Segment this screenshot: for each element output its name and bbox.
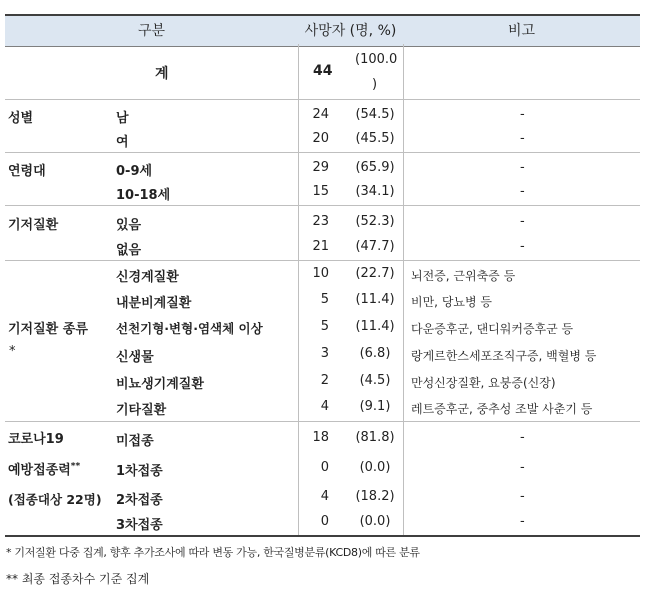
row-remark: - (520, 107, 525, 122)
row-count: 18 (312, 430, 329, 445)
row-label: 남 (116, 111, 129, 126)
table-bottom-border (5, 535, 640, 537)
row-pct: (34.1) (355, 184, 395, 199)
row-count: 2 (320, 373, 329, 388)
row-pct: (65.9) (355, 160, 395, 175)
row-label: 2차접종 (116, 493, 163, 508)
row-pct: (0.0) (359, 460, 391, 475)
table-header (5, 14, 640, 47)
row-divider (5, 421, 640, 422)
total-pct-close: ) (372, 77, 378, 92)
row-count: 5 (320, 319, 329, 334)
row-pct: (18.2) (355, 489, 395, 504)
footnote-2: ** 최종 접종차수 기준 집계 (6, 572, 150, 586)
group-label-age: 연령대 (8, 164, 46, 179)
header-category: 구분 (137, 23, 166, 39)
row-pct: (54.5) (355, 107, 395, 122)
row-remark: - (520, 460, 525, 475)
row-remark: - (520, 430, 525, 445)
row-pct: (22.7) (355, 266, 395, 281)
row-remark: 만성신장질환, 요붕증(신장) (411, 376, 556, 390)
row-remark: 뇌전증, 근위축증 등 (411, 269, 516, 283)
row-count: 23 (312, 214, 329, 229)
group-label-vaccination-1: 코로나19 (8, 432, 64, 447)
row-pct: (47.7) (355, 239, 395, 254)
row-label: 비뇨생기계질환 (116, 377, 204, 392)
row-count: 0 (320, 460, 329, 475)
group-label-comorbidity-type: 기저질환 종류 (8, 322, 88, 337)
row-divider (5, 205, 640, 206)
group-label-sex: 성별 (8, 111, 34, 126)
row-count: 5 (320, 292, 329, 307)
row-label: 0-9세 (116, 164, 153, 179)
row-label: 1차접종 (116, 464, 163, 479)
row-label: 여 (116, 135, 129, 150)
row-pct: (6.8) (359, 346, 391, 361)
row-pct: (45.5) (355, 131, 395, 146)
row-remark: - (520, 239, 525, 254)
row-count: 4 (320, 489, 329, 504)
row-divider (5, 99, 640, 100)
row-count: 0 (320, 514, 329, 529)
row-pct: (11.4) (355, 292, 395, 307)
row-remark: - (520, 131, 525, 146)
row-pct: (52.3) (355, 214, 395, 229)
group-label-vaccination-text: 예방접종력 (8, 463, 71, 478)
row-divider (5, 152, 640, 153)
row-label: 있음 (116, 218, 142, 233)
row-label: 신경계질환 (116, 270, 179, 285)
row-pct: (81.8) (355, 430, 395, 445)
row-label: 내분비계질환 (116, 296, 192, 311)
total-pct: (100.0 (355, 52, 398, 67)
row-label: 10-18세 (116, 188, 171, 203)
row-count: 20 (312, 131, 329, 146)
row-remark: 비만, 당뇨병 등 (411, 295, 492, 309)
header-deaths: 사망자 (명, %) (304, 23, 397, 39)
row-remark: - (520, 214, 525, 229)
row-remark: - (520, 514, 525, 529)
row-remark: - (520, 184, 525, 199)
row-label: 신생물 (116, 350, 154, 365)
footnote-mark: * (9, 344, 16, 359)
row-label: 미접종 (116, 434, 154, 449)
row-count: 15 (312, 184, 329, 199)
footnote-mark: ** (70, 461, 81, 472)
group-label-vaccination-2 (8, 459, 80, 478)
row-remark: - (520, 160, 525, 175)
row-pct: (4.5) (359, 373, 391, 388)
total-count: 44 (313, 63, 333, 79)
group-label-comorbidity: 기저질환 (8, 218, 59, 233)
row-label: 선천기형·변형·염색체 이상 (116, 321, 263, 336)
row-count: 4 (320, 399, 329, 414)
row-remark: 다운증후군, 댄디워커증후군 등 (411, 322, 574, 336)
group-label-vaccination-3: (접종대상 22명) (8, 492, 102, 507)
footnote-1: * 기저질환 다중 집계, 향후 추가조사에 따라 변동 가능, 한국질병분류(KCD8)에 따른 분류 (6, 546, 420, 559)
row-remark: 레트증후군, 중추성 조발 사춘기 등 (411, 402, 593, 416)
row-remark: - (520, 489, 525, 504)
row-remark: 랑게르한스세포조직구증, 백혈병 등 (411, 349, 597, 363)
header-remarks: 비고 (507, 23, 536, 39)
row-divider (5, 260, 640, 261)
row-count: 29 (312, 160, 329, 175)
row-label: 3차접종 (116, 518, 163, 533)
row-label: 없음 (116, 243, 142, 258)
row-count: 24 (312, 107, 329, 122)
row-pct: (11.4) (355, 319, 395, 334)
row-pct: (0.0) (359, 514, 391, 529)
row-pct: (9.1) (359, 399, 391, 414)
row-label: 기타질환 (116, 403, 167, 418)
row-count: 3 (320, 346, 329, 361)
total-label: 계 (155, 66, 169, 82)
row-count: 21 (312, 239, 329, 254)
row-count: 10 (312, 266, 329, 281)
